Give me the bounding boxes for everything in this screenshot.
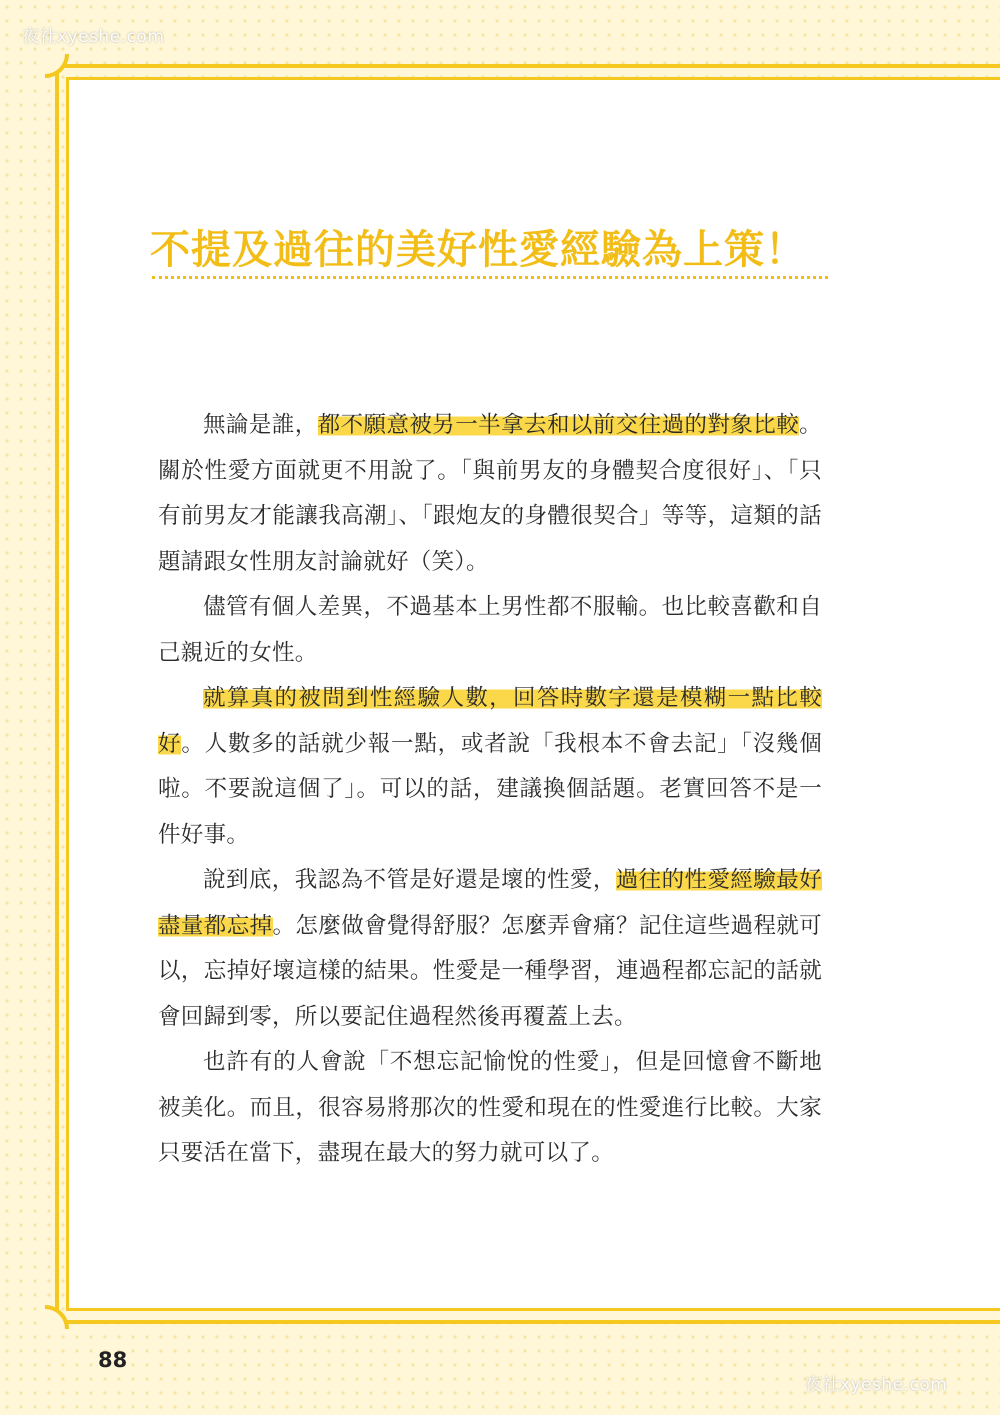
highlighted-segment: 過往的性愛經驗最好盡量都忘掉	[158, 867, 822, 939]
title-dotted-rule	[152, 276, 828, 279]
watermark-top: 夜社xyeshe.com	[22, 27, 165, 47]
paragraph-segment: 說到底，我認為不管是好還是壞的性愛，	[203, 867, 616, 893]
paragraph	[158, 676, 822, 858]
paragraph-segment: 無論是誰，	[203, 412, 318, 438]
paragraph-segment: 。人數多的話就少報一點，或者說「我根本不會去記」「沒幾個啦。不要說這個了」。可以的話，建議換個話題。老實回答不是一件好事。	[158, 730, 822, 848]
paragraph	[158, 585, 822, 676]
paragraph	[158, 403, 822, 585]
paragraph-segment: 儘管有個人差異，不過基本上男性都不服輸。也比較喜歡和自己親近的女性。	[158, 594, 822, 666]
paragraph	[158, 858, 822, 1040]
highlighted-segment: 都不願意被另一半拿去和以前交往過的對象比較	[317, 412, 800, 438]
watermark-bottom: 夜社xyeshe.com	[805, 1375, 948, 1395]
article-body	[158, 403, 822, 1177]
paragraph-segment: 。關於性愛方面就更不用說了。「與前男友的身體契合度很好」、「只有前男友才能讓我高潮」、「跟炮友的身體很契合」等等，這類的話題請跟女性朋友討論就好（笑）。	[158, 412, 822, 575]
paragraph-segment: 也許有的人會說「不想忘記愉悅的性愛」，但是回憶會不斷地被美化。而且，很容易將那次的性愛和現在的性愛進行比較。大家只要活在當下，盡現在最大的努力就可以了。	[158, 1049, 822, 1166]
page-number: 88	[98, 1348, 128, 1372]
paragraph	[158, 1040, 822, 1177]
page-title: 不提及過往的美好性愛經驗為上策！	[150, 227, 806, 273]
paragraph-segment: 。怎麼做會覺得舒服？怎麼弄會痛？記住這些過程就可以，忘掉好壞這樣的結果。性愛是一種學習，連過程都忘記的話就會回歸到零，所以要記住過程然後再覆蓋上去。	[158, 912, 822, 1030]
highlighted-segment: 就算真的被問到性經驗人數，回答時數字還是模糊一點比較好	[158, 685, 822, 757]
